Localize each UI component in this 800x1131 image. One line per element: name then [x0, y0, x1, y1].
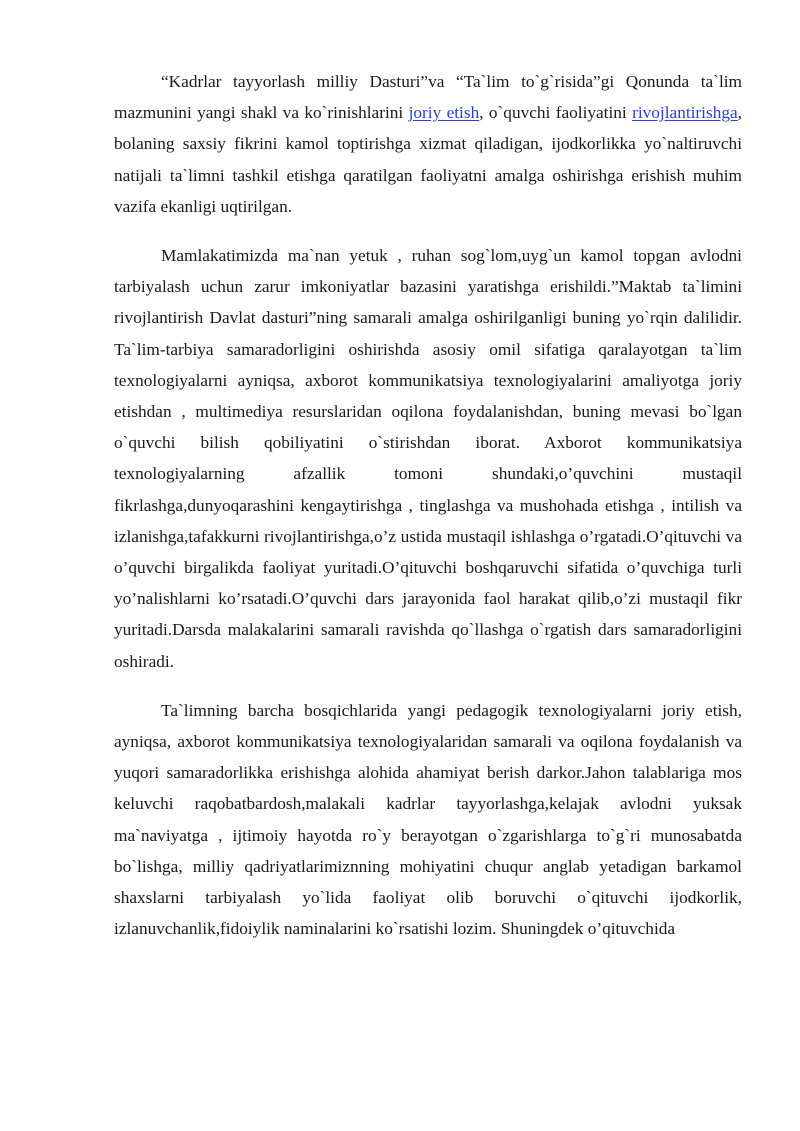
paragraph-1	[114, 66, 742, 222]
link-rivojlantirishga[interactable]: rivojlantirishga	[632, 103, 738, 123]
paragraph-1-text-c: , bolaning saxsiy fikrini kamol toptirishga xizmat qiladigan, ijodkorlikka yo`naltiruvchi natijali ta`limni tashkil etishga qaratilgan faoliyatni amalga oshirishga erishish muhim vazifa ekanligi uqtirilgan.	[114, 103, 742, 216]
document-page	[114, 66, 742, 962]
paragraph-2: Mamlakatimizda ma`nan yetuk , ruhan sog`lom,uyg`un kamol topgan avlodni tarbiyalash uchun zarur imkoniyatlar bazasini yaratishga erishildi.”Maktab ta`limini rivojlantirish Davlat dasturi”ning samarali amalga oshirilganligi buning yo`rqin dalilidir. Ta`lim-tarbiya samaradorligini oshirishda asosiy omil sifatiga qaralayotgan ta`lim texnologiyalarni ayniqsa, axborot kommunikatsiya texnologiyalarini amaliyotga joriy etishdan , multimediya resurslaridan oqilona foydalanishdan, buning mevasi bo`lgan o`quvchi bilish qobiliyatini o`stirishdan iborat. Axborot kommunikatsiya texnologiyalarning afzallik tomoni shundaki,o’quvchini mustaqil fikrlashga,dunyoqarashini kengaytirishga , tinglashga va mushohada etishga , intilish va izlanishga,tafakkurni rivojlantirishga,o’z ustida mustaqil ishlashga o’rgatadi.O’qituvchi va o’quvchi birgalikda faoliyat yuritadi.O’qituvchi boshqaruvchi sifatida o’quvchiga turli yo’nalishlarni ko’rsatadi.O’quvchi dars jarayonida faol harakat qilib,o’zi mustaqil fikr yuritadi.Darsda malakalarini samarali ravishda qo`llashga o`rgatish dars samaradorligini oshiradi.	[114, 246, 742, 671]
link-joriy-etish[interactable]: joriy etish	[408, 103, 480, 123]
paragraph-3: Ta`limning barcha bosqichlarida yangi pedagogik texnologiyalarni joriy etish, ayniqsa, axborot kommunikatsiya texnologiyalaridan samarali va oqilona foydalanish va yuqori samaradorlikka erishishga alohida ahamiyat berish darkor.Jahon talablariga mos keluvchi raqobatbardosh,malakali kadrlar tayyorlashga,kelajak avlodni yuksak ma`naviyatga , ijtimoiy hayotda ro`y berayotgan o`zgarishlarga to`g`ri munosabatda bo`lishga, milliy qadriyatlarimiznning mohiyatini chuqur anglab yetadigan barkamol shaxslarni tarbiyalash yo`lida faoliyat olib boruvchi o`qituvchi ijodkorlik, izlanuvchanlik,fidoiylik naminalarini ko`rsatishi lozim. Shuningdek o’qituvchida	[114, 700, 742, 939]
paragraph-1-text-b: , o`quvchi faoliyatini	[479, 103, 633, 123]
paragraph-1-text-a: “Kadrlar tayyorlash milliy Dasturi”va “Ta`lim to`g`risida”gi Qonunda ta`lim mazmunini yangi shakl va ko`rinishlarini	[114, 72, 742, 123]
